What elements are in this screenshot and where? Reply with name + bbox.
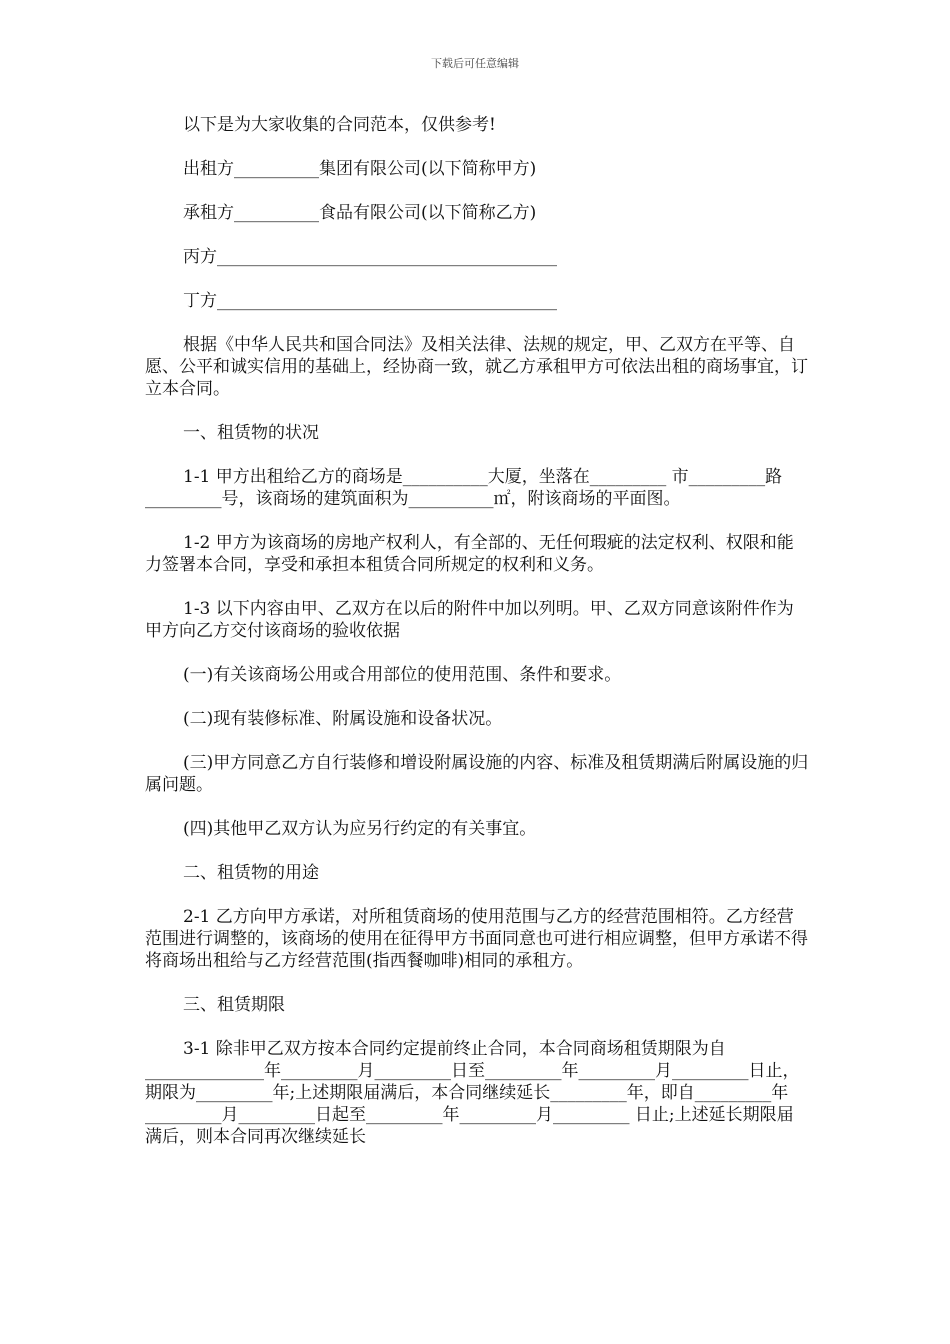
clause-1-1: 1-1 甲方出租给乙方的商场是__________大厦，坐落在_________ 市_________路_________号，该商场的建筑面积为__________㎡，附该商场的平面图。 bbox=[145, 467, 783, 509]
intro-paragraph: 以下是为大家收集的合同范本，仅供参考! bbox=[183, 115, 496, 135]
lessor-line: 出租方__________集团有限公司(以下简称甲方) bbox=[183, 159, 537, 179]
clause-item-1: (一)有关该商场公用或合用部位的使用范围、条件和要求。 bbox=[183, 665, 622, 685]
page-header: 下载后可任意编辑 bbox=[431, 57, 519, 70]
section-heading-3: 三、租赁期限 bbox=[183, 995, 285, 1015]
clause-2-1: 2-1 乙方向甲方承诺，对所租赁商场的使用范围与乙方的经营范围相符。乙方经营范围进行调整的，该商场的使用在征得甲方书面同意也可进行相应调整，但甲方承诺不得将商场出租给与乙方经营范围(指西餐咖啡)相同的承租方。 bbox=[145, 907, 808, 971]
clause-1-2: 1-2 甲方为该商场的房地产权利人，有全部的、无任何瑕疵的法定权利、权限和能力签署本合同，享受和承担本租赁合同所规定的权利和义务。 bbox=[145, 533, 794, 575]
lessee-line: 承租方__________食品有限公司(以下简称乙方) bbox=[183, 203, 537, 223]
section-heading-2: 二、租赁物的用途 bbox=[183, 863, 319, 883]
party-d-line: 丁方________________________________________ bbox=[183, 291, 557, 311]
party-c-line: 丙方________________________________________ bbox=[183, 247, 557, 267]
preamble-paragraph: 根据《中华人民共和国合同法》及相关法律、法规的规定，甲、乙双方在平等、自愿、公平和诚实信用的基础上，经协商一致，就乙方承租甲方可依法出租的商场事宜，订立本合同。 bbox=[145, 335, 808, 399]
clause-3-1: 3-1 除非甲乙双方按本合同约定提前终止合同，本合同商场租赁期限为自______________年_________月_________日至_________年_________月_________日止，期限为_________年;上述期限届满后，本合同继续延长_________年，即自_________年_________月_________日起至_________年_________月_________ 日止;上述延长期限届满后，则本合同再次继续延长 bbox=[145, 1039, 800, 1147]
clause-item-4: (四)其他甲乙双方认为应另行约定的有关事宜。 bbox=[183, 819, 537, 839]
section-heading-1: 一、租赁物的状况 bbox=[183, 423, 319, 443]
clause-1-3: 1-3 以下内容由甲、乙双方在以后的附件中加以列明。甲、乙双方同意该附件作为甲方向乙方交付该商场的验收依据 bbox=[145, 599, 794, 641]
document-body bbox=[145, 114, 810, 1170]
clause-item-3: (三)甲方同意乙方自行装修和增设附属设施的内容、标准及租赁期满后附属设施的归属问题。 bbox=[145, 753, 809, 795]
clause-item-2: (二)现有装修标准、附属设施和设备状况。 bbox=[183, 709, 503, 729]
